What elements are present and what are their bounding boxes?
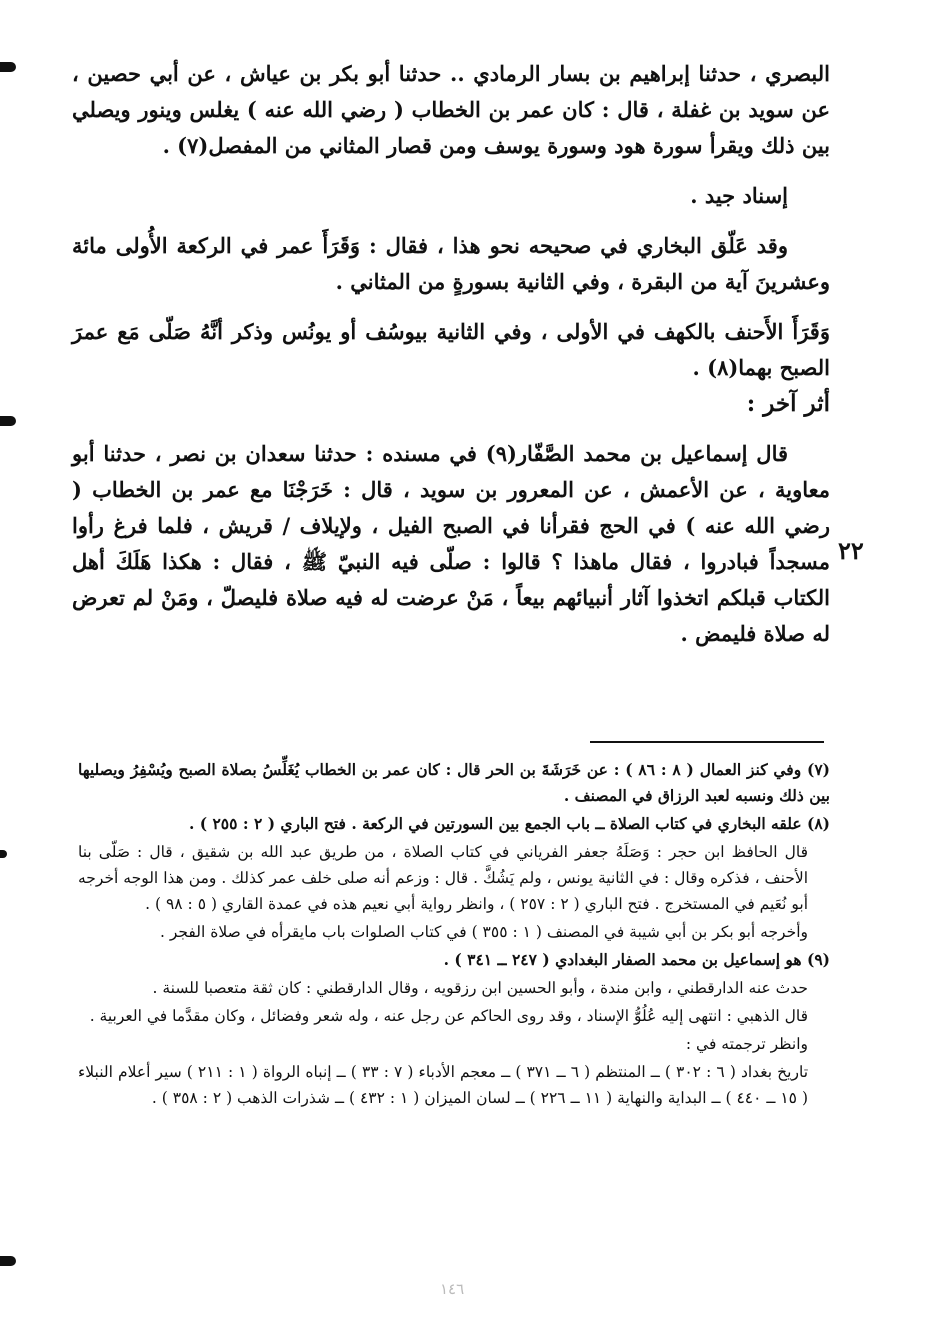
page-number: ١٤٦ (440, 1280, 465, 1298)
scan-edge-mark (0, 416, 16, 426)
footnote-7: (٧) وفي كنز العمال ( ٨ : ٨٦ ) : عن خَرَشَةَ بن الحر قال : كان عمر بن الخطاب يُغَلِّسُ بصلاة الصبح ويُسْفِرُ ويصليها بين ذلك ونسبه لعبد الرزاق في المصنف . (78, 760, 831, 805)
main-text (72, 56, 830, 652)
paragraph-3: وقد عَلّق البخاري في صحيحه نحو هذا ، فقال : وَقَرَأَ عمر في الركعة الأُولى مائة وعشرينَ آية من البقرة ، وفي الثانية بسورةٍ من المثاني . (72, 233, 830, 294)
scan-edge-mark (0, 62, 16, 72)
footnote-9-see: وانظر ترجمته في : (685, 1035, 808, 1053)
footnote-9-detail: حدث عنه الدارقطني ، وابن مندة ، وأبو الحسين ابن رزقويه ، وقال الدارقطني : كان ثقة متعصبا للسنة . (152, 979, 808, 997)
paragraph-5: قال إسماعيل بن محمد الصَّفّار(٩) في مسنده : حدثنا سعدان بن نصر ، حدثنا أبو معاوية ، عن الأعمش ، عن المعرور بن سويد ، قال : خَرَجْنَا مع عمر بن الخطاب ( رضي الله عنه ) في الحج فقرأنا في الصبح الفيل ، ولإيلاف / قريش ، فلما فرغ رأوا مسجداً فبادروا ، فقال ماهذا ؟ قالوا : صلّى فيه النبيّ ﷺ ، فقال : هكذا هَلَكَ أهل الكتاب قبلكم اتخذوا آثار أنبيائهم بيعاً ، مَنْ عرضت له فيه صلاة فليصلّ ، ومَنْ لم تعرض له صلاة فليمض . (72, 441, 830, 646)
footnote-9-sources: تاريخ بغداد ( ٦ : ٣٠٢ ) ــ المنتظم ( ٦ ــ ٣٧١ ) ــ معجم الأدباء ( ٧ : ٣٣ ) ــ إنباه الرواة ( ١ : ٢١١ ) سير أعلام النبلاء ( ١٥ ــ ٤٤٠ ) ــ البداية والنهاية ( ١١ ــ ٢٢٦ ) ــ لسان الميزان ( ١ : ٤٣٢ ) ــ شذرات الذهب ( ٢ : ٣٥٨ ) . (78, 1063, 809, 1107)
paragraph-2: إسناد جيد . (690, 183, 788, 208)
footnotes (78, 757, 830, 1113)
paragraph-4: وَقَرَأَ الأَحنف بالكهف في الأولى ، وفي الثانية بيوسُف أو يونُس وذكر أنَّهُ صَلّى مَع عمرَ الصبح بهما(٨) . (72, 319, 830, 380)
scan-edge-mark (0, 1256, 16, 1266)
margin-number: ٢٢ (838, 536, 864, 565)
footnote-8-extra: وأخرجه أبو بكر بن أبي شيبة في المصنف ( ١ : ٣٥٥ ) في كتاب الصلوات باب مايقرأه في صلاة الفجر . (160, 923, 808, 941)
scan-edge-mark (0, 850, 7, 858)
footnote-8-detail: قال الحافظ ابن حجر : وَصَلَهُ جعفر الفرياني في كتاب الصلاة ، من طريق عبد الله بن شقيق ، قال : صَلّى بنا الأحنف ، فذكره وقال : في الثانية يونس ، ولم يَشُكَّ . قال : وزعم أنه صلى خلف عمر كذلك . ومن هذا الوجه أخرجه أبو نُعَيم في المستخرج . فتح الباري ( ٢ : ٢٥٧ ) ، وانظر رواية أبي نعيم هذه في عمدة القاري ( ٥ : ٩٨ ) . (78, 843, 808, 913)
footnote-9: (٩) هو إسماعيل بن محمد الصفار البغدادي ( ٢٤٧ ــ ٣٤١ ) . (443, 950, 830, 969)
section-heading: أثر آخر : (746, 390, 830, 417)
footnote-9-dhahabi: قال الذهبي : انتهى إليه عُلُوُّ الإسناد ، وقد روى الحاكم عن رجل عنه ، وله شعر وفضائل ، وكان مقدَّما في العربية . (89, 1007, 808, 1025)
paragraph-1: البصري ، حدثنا إبراهيم بن بسار الرمادي .. حدثنا أبو بكر بن عياش ، عن أبي حصين ، عن سويد بن غفلة ، قال : كان عمر بن الخطاب ( رضي الله عنه ) يغلس وينور ويصلي بين ذلك ويقرأ سورة هود وسورة يوسف ومن قصار المثاني من المفصل(٧) . (72, 61, 830, 158)
footnote-divider (590, 741, 824, 743)
footnote-8: (٨) علقه البخاري في كتاب الصلاة ــ باب الجمع بين السورتين في الركعة . فتح الباري ( ٢ : ٢٥٥ ) . (188, 814, 830, 833)
